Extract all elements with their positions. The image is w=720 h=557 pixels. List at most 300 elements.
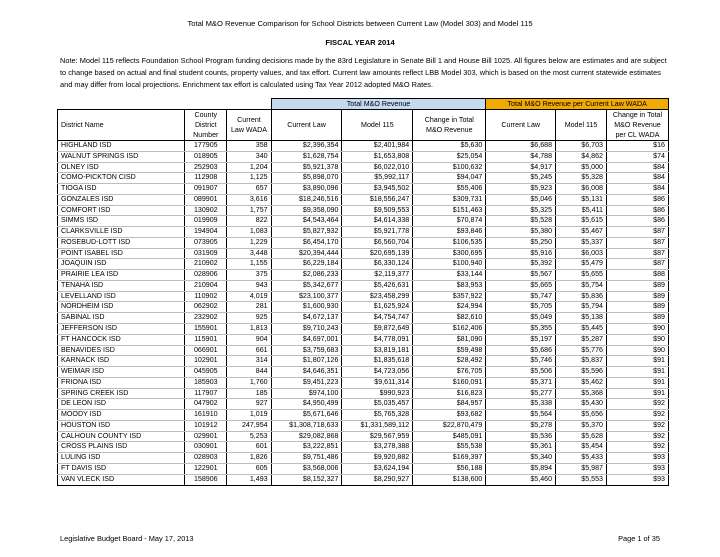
- cell-current-law: $1,628,754: [271, 151, 342, 162]
- cell-change-total: $82,610: [413, 313, 486, 324]
- cell-change-per-wada: $90: [606, 345, 668, 356]
- table-row: [58, 237, 669, 248]
- cell-current-law-wada: 925: [227, 313, 271, 324]
- cell-district-name: FT DAVIS ISD: [58, 463, 185, 474]
- cell-model-115-per-wada: $5,628: [556, 431, 607, 442]
- cell-change-total: $151,463: [413, 205, 486, 216]
- cell-change-per-wada: $87: [606, 227, 668, 238]
- cell-change-total: $33,144: [413, 270, 486, 281]
- cell-county-district-number: 115901: [185, 334, 227, 345]
- table-row: [58, 388, 669, 399]
- cell-current-law: $9,751,486: [271, 453, 342, 464]
- cell-model-115-per-wada: $5,987: [556, 463, 607, 474]
- cell-change-total: $100,940: [413, 259, 486, 270]
- table-row: [58, 248, 669, 259]
- cell-change-per-wada: $88: [606, 270, 668, 281]
- cell-district-name: COMO-PICKTON CISD: [58, 173, 185, 184]
- cell-current-law-wada: 375: [227, 270, 271, 281]
- footer-page-number: Page 1 of 35: [618, 534, 660, 543]
- cell-change-total: $81,090: [413, 334, 486, 345]
- cell-district-name: SABINAL ISD: [58, 313, 185, 324]
- table-row: [58, 453, 669, 464]
- fiscal-year-heading: FISCAL YEAR 2014: [325, 38, 395, 47]
- cell-model-115: $29,567,959: [342, 431, 413, 442]
- cell-model-115: $5,992,117: [342, 173, 413, 184]
- cell-model-115: $9,872,649: [342, 324, 413, 335]
- cell-current-law: $4,950,499: [271, 399, 342, 410]
- cell-model-115: $4,754,747: [342, 313, 413, 324]
- cell-county-district-number: 028906: [185, 270, 227, 281]
- table-row: [58, 474, 669, 485]
- cell-district-name: PRAIRIE LEA ISD: [58, 270, 185, 281]
- cell-district-name: HIGHLAND ISD: [58, 141, 185, 152]
- cell-current-law-wada: 185: [227, 388, 271, 399]
- cell-current-law-per-wada: $5,746: [486, 356, 556, 367]
- cell-district-name: TIOGA ISD: [58, 184, 185, 195]
- cell-district-name: CROSS PLAINS ISD: [58, 442, 185, 453]
- cell-district-name: LEVELLAND ISD: [58, 291, 185, 302]
- explanatory-note: Note: Model 115 reflects Foundation School Program funding decisions made by the 83rd Legislature in Senate Bill 1 and House Bill 1025. All figures below are estimates and are subject to change based on actual and final student counts, property values, and tax effort. Current law amounts reflect LBB Model 303, which is based on the most current statewide estimates and may differ from local projections. Enrichment tax effort is calculated using Tax Year 2012 adopted M&O Rates.: [60, 56, 667, 89]
- cell-change-total: $70,874: [413, 216, 486, 227]
- cell-current-law-per-wada: $5,197: [486, 334, 556, 345]
- cell-current-law-per-wada: $5,278: [486, 420, 556, 431]
- cell-model-115-per-wada: $6,703: [556, 141, 607, 152]
- cell-change-total: $5,630: [413, 141, 486, 152]
- col-current-law: Current Law: [271, 110, 342, 141]
- cell-current-law: $8,152,327: [271, 474, 342, 485]
- cell-change-total: $55,406: [413, 184, 486, 195]
- cell-district-name: FT HANCOCK ISD: [58, 334, 185, 345]
- cell-current-law-wada: 1,760: [227, 377, 271, 388]
- cell-current-law-per-wada: $4,788: [486, 151, 556, 162]
- cell-current-law: $2,086,233: [271, 270, 342, 281]
- cell-model-115-per-wada: $5,754: [556, 280, 607, 291]
- cell-model-115: $990,923: [342, 388, 413, 399]
- cell-model-115: $8,290,927: [342, 474, 413, 485]
- cell-change-total: $485,091: [413, 431, 486, 442]
- table-row: [58, 162, 669, 173]
- cell-current-law-wada: 1,493: [227, 474, 271, 485]
- cell-current-law-wada: 657: [227, 184, 271, 195]
- cell-county-district-number: 155901: [185, 324, 227, 335]
- cell-current-law: $974,100: [271, 388, 342, 399]
- cell-district-name: CLARKSVILLE ISD: [58, 227, 185, 238]
- cell-current-law-wada: 340: [227, 151, 271, 162]
- cell-model-115-per-wada: $5,462: [556, 377, 607, 388]
- cell-county-district-number: 210902: [185, 259, 227, 270]
- cell-current-law-wada: 247,954: [227, 420, 271, 431]
- header-band-row: [58, 99, 669, 110]
- cell-model-115-per-wada: $5,287: [556, 334, 607, 345]
- cell-county-district-number: 161910: [185, 410, 227, 421]
- table-row: [58, 184, 669, 195]
- cell-change-total: $160,091: [413, 377, 486, 388]
- cell-current-law-wada: 605: [227, 463, 271, 474]
- cell-current-law: $3,568,006: [271, 463, 342, 474]
- cell-county-district-number: 252903: [185, 162, 227, 173]
- cell-change-total: $106,535: [413, 237, 486, 248]
- cell-model-115: $18,556,247: [342, 194, 413, 205]
- cell-county-district-number: 091907: [185, 184, 227, 195]
- cell-model-115: $2,119,377: [342, 270, 413, 281]
- table-row: [58, 377, 669, 388]
- cell-county-district-number: 194904: [185, 227, 227, 238]
- cell-current-law-per-wada: $5,564: [486, 410, 556, 421]
- cell-district-name: DE LEON ISD: [58, 399, 185, 410]
- cell-model-115: $3,819,181: [342, 345, 413, 356]
- cell-change-per-wada: $87: [606, 237, 668, 248]
- cell-change-total: $76,705: [413, 367, 486, 378]
- cell-district-name: WALNUT SPRINGS ISD: [58, 151, 185, 162]
- cell-model-115: $4,778,091: [342, 334, 413, 345]
- cell-change-total: $28,492: [413, 356, 486, 367]
- cell-current-law-wada: 314: [227, 356, 271, 367]
- cell-model-115-per-wada: $6,003: [556, 248, 607, 259]
- cell-change-per-wada: $89: [606, 291, 668, 302]
- cell-current-law-wada: 1,019: [227, 410, 271, 421]
- cell-model-115: $6,330,124: [342, 259, 413, 270]
- cell-current-law-per-wada: $5,245: [486, 173, 556, 184]
- band-total-revenue: Total M&O Revenue: [271, 99, 486, 110]
- cell-district-name: GONZALES ISD: [58, 194, 185, 205]
- cell-model-115-per-wada: $5,454: [556, 442, 607, 453]
- cell-model-115: $20,695,139: [342, 248, 413, 259]
- cell-model-115: $1,653,808: [342, 151, 413, 162]
- cell-change-total: $357,922: [413, 291, 486, 302]
- cell-county-district-number: 210904: [185, 280, 227, 291]
- cell-county-district-number: 031909: [185, 248, 227, 259]
- cell-change-per-wada: $84: [606, 184, 668, 195]
- cell-model-115: $6,022,010: [342, 162, 413, 173]
- cell-current-law-wada: 661: [227, 345, 271, 356]
- cell-change-total: $100,632: [413, 162, 486, 173]
- cell-current-law: $1,600,930: [271, 302, 342, 313]
- cell-county-district-number: 030901: [185, 442, 227, 453]
- cell-model-115: $9,509,553: [342, 205, 413, 216]
- cell-model-115-per-wada: $5,411: [556, 205, 607, 216]
- cell-current-law-per-wada: $5,567: [486, 270, 556, 281]
- cell-current-law-per-wada: $5,277: [486, 388, 556, 399]
- cell-county-district-number: 062902: [185, 302, 227, 313]
- cell-county-district-number: 130902: [185, 205, 227, 216]
- cell-change-per-wada: $91: [606, 388, 668, 399]
- table-row: [58, 463, 669, 474]
- cell-current-law-wada: 844: [227, 367, 271, 378]
- cell-change-per-wada: $87: [606, 259, 668, 270]
- cell-model-115-per-wada: $5,000: [556, 162, 607, 173]
- cell-current-law-per-wada: $5,371: [486, 377, 556, 388]
- cell-county-district-number: 047902: [185, 399, 227, 410]
- cell-change-per-wada: $93: [606, 453, 668, 464]
- cell-current-law: $4,697,001: [271, 334, 342, 345]
- cell-change-per-wada: $92: [606, 420, 668, 431]
- cell-current-law-per-wada: $5,046: [486, 194, 556, 205]
- cell-change-per-wada: $89: [606, 280, 668, 291]
- cell-change-per-wada: $90: [606, 334, 668, 345]
- cell-model-115: $9,920,882: [342, 453, 413, 464]
- cell-change-per-wada: $74: [606, 151, 668, 162]
- cell-district-name: NORDHEIM ISD: [58, 302, 185, 313]
- cell-model-115-per-wada: $5,656: [556, 410, 607, 421]
- cell-model-115-per-wada: $5,445: [556, 324, 607, 335]
- cell-change-total: $56,188: [413, 463, 486, 474]
- cell-change-per-wada: $86: [606, 205, 668, 216]
- cell-model-115-per-wada: $5,467: [556, 227, 607, 238]
- cell-current-law: $5,342,677: [271, 280, 342, 291]
- cell-district-name: SIMMS ISD: [58, 216, 185, 227]
- cell-district-name: FRIONA ISD: [58, 377, 185, 388]
- cell-current-law-per-wada: $5,049: [486, 313, 556, 324]
- cell-county-district-number: 158906: [185, 474, 227, 485]
- table-row: [58, 345, 669, 356]
- cell-current-law-wada: 1,813: [227, 324, 271, 335]
- table-row: [58, 367, 669, 378]
- table-row: [58, 216, 669, 227]
- cell-change-total: $83,953: [413, 280, 486, 291]
- cell-current-law-wada: 1,125: [227, 173, 271, 184]
- cell-model-115: $3,945,502: [342, 184, 413, 195]
- cell-change-per-wada: $92: [606, 399, 668, 410]
- col-change-per-wada: Change in Total M&O Revenue per CL WADA: [606, 110, 668, 141]
- cell-current-law-wada: 1,204: [227, 162, 271, 173]
- cell-county-district-number: 089901: [185, 194, 227, 205]
- cell-current-law-per-wada: $5,528: [486, 216, 556, 227]
- cell-change-total: $93,682: [413, 410, 486, 421]
- cell-current-law-wada: 904: [227, 334, 271, 345]
- cell-current-law-per-wada: $5,392: [486, 259, 556, 270]
- cell-model-115-per-wada: $5,328: [556, 173, 607, 184]
- table-row: [58, 194, 669, 205]
- cell-change-per-wada: $93: [606, 463, 668, 474]
- cell-current-law: $3,222,851: [271, 442, 342, 453]
- cell-change-total: $22,870,479: [413, 420, 486, 431]
- table-row: [58, 334, 669, 345]
- cell-model-115-per-wada: $5,138: [556, 313, 607, 324]
- cell-model-115-per-wada: $5,370: [556, 420, 607, 431]
- cell-district-name: LULING ISD: [58, 453, 185, 464]
- table-row: [58, 227, 669, 238]
- cell-change-total: $24,994: [413, 302, 486, 313]
- cell-model-115-per-wada: $5,430: [556, 399, 607, 410]
- cell-change-total: $84,957: [413, 399, 486, 410]
- cell-change-per-wada: $93: [606, 474, 668, 485]
- band-spacer: [58, 99, 272, 110]
- cell-district-name: COMFORT ISD: [58, 205, 185, 216]
- footer-source: Legislative Budget Board - May 17, 2013: [60, 534, 194, 543]
- cell-change-per-wada: $91: [606, 367, 668, 378]
- cell-change-total: $59,498: [413, 345, 486, 356]
- cell-change-total: $162,406: [413, 324, 486, 335]
- table-row: [58, 302, 669, 313]
- table-row: [58, 313, 669, 324]
- cell-change-per-wada: $91: [606, 377, 668, 388]
- cell-current-law: $20,394,444: [271, 248, 342, 259]
- cell-current-law-per-wada: $5,686: [486, 345, 556, 356]
- cell-model-115: $23,458,299: [342, 291, 413, 302]
- cell-current-law-per-wada: $4,917: [486, 162, 556, 173]
- cell-current-law: $1,807,126: [271, 356, 342, 367]
- cell-current-law-per-wada: $5,340: [486, 453, 556, 464]
- cell-model-115: $5,426,631: [342, 280, 413, 291]
- cell-county-district-number: 102901: [185, 356, 227, 367]
- document-title: Total M&O Revenue Comparison for School Districts between Current Law (Model 303) and Model 115: [187, 19, 533, 28]
- cell-model-115-per-wada: $5,836: [556, 291, 607, 302]
- cell-model-115-per-wada: $5,479: [556, 259, 607, 270]
- cell-model-115-per-wada: $5,596: [556, 367, 607, 378]
- cell-model-115-per-wada: $5,615: [556, 216, 607, 227]
- col-current-law-per-wada: Current Law: [486, 110, 556, 141]
- cell-county-district-number: 101912: [185, 420, 227, 431]
- cell-change-per-wada: $86: [606, 194, 668, 205]
- cell-model-115: $1,625,924: [342, 302, 413, 313]
- cell-change-per-wada: $86: [606, 216, 668, 227]
- cell-change-per-wada: $84: [606, 173, 668, 184]
- table-row: [58, 151, 669, 162]
- table-row: [58, 420, 669, 431]
- cell-current-law-per-wada: $5,361: [486, 442, 556, 453]
- cell-model-115-per-wada: $5,837: [556, 356, 607, 367]
- cell-current-law-per-wada: $5,923: [486, 184, 556, 195]
- cell-change-per-wada: $92: [606, 431, 668, 442]
- cell-change-total: $25,054: [413, 151, 486, 162]
- cell-model-115: $5,765,328: [342, 410, 413, 421]
- cell-change-per-wada: $89: [606, 313, 668, 324]
- cell-model-115-per-wada: $6,008: [556, 184, 607, 195]
- cell-change-per-wada: $16: [606, 141, 668, 152]
- cell-current-law-wada: 927: [227, 399, 271, 410]
- column-header-row: [58, 110, 669, 141]
- cell-change-total: $138,600: [413, 474, 486, 485]
- cell-current-law: $23,100,377: [271, 291, 342, 302]
- cell-current-law-wada: 281: [227, 302, 271, 313]
- cell-district-name: JOAQUIN ISD: [58, 259, 185, 270]
- cell-model-115: $4,723,056: [342, 367, 413, 378]
- revenue-comparison-table: [57, 98, 669, 486]
- cell-current-law-per-wada: $5,916: [486, 248, 556, 259]
- cell-current-law-per-wada: $5,705: [486, 302, 556, 313]
- table-row: [58, 324, 669, 335]
- cell-current-law-wada: 1,155: [227, 259, 271, 270]
- table-row: [58, 410, 669, 421]
- cell-current-law-wada: 3,616: [227, 194, 271, 205]
- cell-county-district-number: 117907: [185, 388, 227, 399]
- cell-current-law-wada: 4,019: [227, 291, 271, 302]
- cell-current-law: $9,451,223: [271, 377, 342, 388]
- col-current-law-wada: Current Law WADA: [227, 110, 271, 141]
- cell-district-name: KARNACK ISD: [58, 356, 185, 367]
- cell-current-law-per-wada: $6,688: [486, 141, 556, 152]
- table-row: [58, 442, 669, 453]
- table-row: [58, 141, 669, 152]
- cell-county-district-number: 028903: [185, 453, 227, 464]
- cell-change-per-wada: $92: [606, 410, 668, 421]
- cell-change-total: $94,047: [413, 173, 486, 184]
- cell-current-law-per-wada: $5,506: [486, 367, 556, 378]
- cell-model-115: $1,331,589,112: [342, 420, 413, 431]
- cell-change-per-wada: $91: [606, 356, 668, 367]
- cell-district-name: SPRING CREEK ISD: [58, 388, 185, 399]
- cell-current-law-per-wada: $5,747: [486, 291, 556, 302]
- table-row: [58, 205, 669, 216]
- cell-change-per-wada: $87: [606, 248, 668, 259]
- cell-current-law: $3,759,683: [271, 345, 342, 356]
- cell-model-115-per-wada: $5,655: [556, 270, 607, 281]
- cell-model-115-per-wada: $5,368: [556, 388, 607, 399]
- cell-district-name: CALHOUN COUNTY ISD: [58, 431, 185, 442]
- cell-model-115: $2,401,984: [342, 141, 413, 152]
- cell-model-115: $5,921,778: [342, 227, 413, 238]
- table-row: [58, 399, 669, 410]
- cell-current-law: $5,671,646: [271, 410, 342, 421]
- table-row: [58, 173, 669, 184]
- col-model-115: Model 115: [342, 110, 413, 141]
- cell-current-law: $5,898,070: [271, 173, 342, 184]
- col-change-total: Change in Total M&O Revenue: [413, 110, 486, 141]
- cell-district-name: WEIMAR ISD: [58, 367, 185, 378]
- band-revenue-per-wada: Total M&O Revenue per Current Law WADA: [486, 99, 669, 110]
- cell-current-law: $3,890,096: [271, 184, 342, 195]
- cell-model-115: $6,560,704: [342, 237, 413, 248]
- table-row: [58, 356, 669, 367]
- cell-current-law: $6,229,184: [271, 259, 342, 270]
- cell-model-115: $1,835,618: [342, 356, 413, 367]
- cell-current-law-per-wada: $5,355: [486, 324, 556, 335]
- cell-model-115-per-wada: $5,794: [556, 302, 607, 313]
- table-row: [58, 280, 669, 291]
- cell-change-per-wada: $84: [606, 162, 668, 173]
- cell-current-law: $5,921,378: [271, 162, 342, 173]
- cell-model-115-per-wada: $5,131: [556, 194, 607, 205]
- cell-current-law-wada: 822: [227, 216, 271, 227]
- cell-district-name: JEFFERSON ISD: [58, 324, 185, 335]
- cell-model-115-per-wada: $5,337: [556, 237, 607, 248]
- cell-current-law: $1,308,718,633: [271, 420, 342, 431]
- cell-current-law: $4,543,464: [271, 216, 342, 227]
- cell-model-115: $5,035,457: [342, 399, 413, 410]
- cell-current-law-wada: 1,083: [227, 227, 271, 238]
- cell-county-district-number: 177905: [185, 141, 227, 152]
- cell-county-district-number: 018905: [185, 151, 227, 162]
- cell-county-district-number: 122901: [185, 463, 227, 474]
- cell-county-district-number: 232902: [185, 313, 227, 324]
- cell-current-law-wada: 1,757: [227, 205, 271, 216]
- table-row: [58, 270, 669, 281]
- cell-current-law: $4,646,351: [271, 367, 342, 378]
- cell-change-per-wada: $90: [606, 324, 668, 335]
- cell-change-total: $16,823: [413, 388, 486, 399]
- cell-current-law-per-wada: $5,325: [486, 205, 556, 216]
- cell-model-115-per-wada: $5,433: [556, 453, 607, 464]
- cell-current-law: $9,358,090: [271, 205, 342, 216]
- cell-current-law-per-wada: $5,380: [486, 227, 556, 238]
- cell-current-law: $5,827,932: [271, 227, 342, 238]
- cell-change-per-wada: $89: [606, 302, 668, 313]
- cell-model-115: $3,278,388: [342, 442, 413, 453]
- cell-change-per-wada: $92: [606, 442, 668, 453]
- cell-current-law: $6,454,170: [271, 237, 342, 248]
- cell-current-law: $4,672,137: [271, 313, 342, 324]
- cell-current-law-per-wada: $5,894: [486, 463, 556, 474]
- col-model-115-per-wada: Model 115: [556, 110, 607, 141]
- cell-current-law: $18,246,516: [271, 194, 342, 205]
- cell-district-name: ROSEBUD-LOTT ISD: [58, 237, 185, 248]
- cell-district-name: POINT ISABEL ISD: [58, 248, 185, 259]
- cell-county-district-number: 045905: [185, 367, 227, 378]
- cell-county-district-number: 112908: [185, 173, 227, 184]
- cell-district-name: OLNEY ISD: [58, 162, 185, 173]
- cell-change-total: $93,846: [413, 227, 486, 238]
- cell-model-115-per-wada: $4,862: [556, 151, 607, 162]
